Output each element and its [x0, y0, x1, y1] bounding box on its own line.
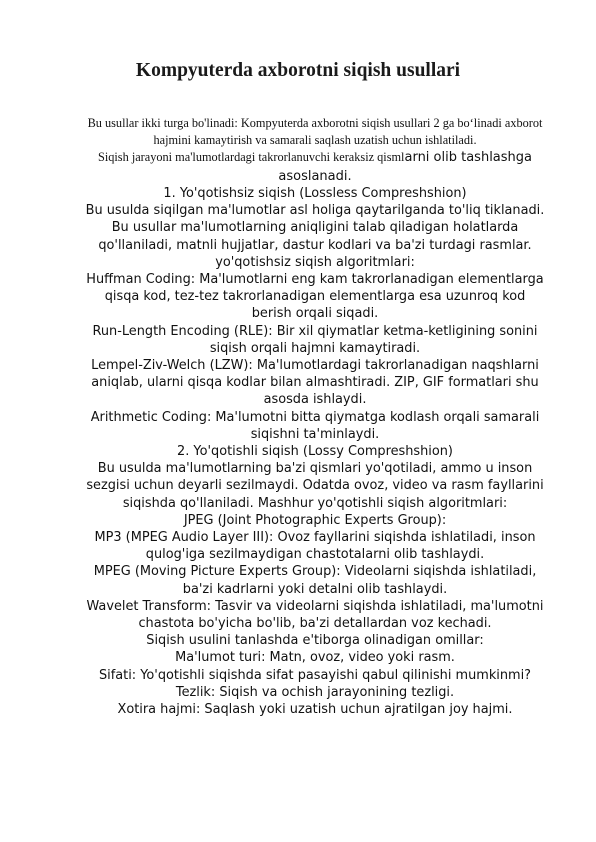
- factors-heading: Siqish usulini tanlashda e'tiborga olinadigan omillar:: [146, 633, 484, 649]
- section-heading-lossy: 2. Yo'qotishli siqish (Lossy Compreshshion): [177, 444, 453, 460]
- factor-speed: Tezlik: Siqish va ochish jarayonining tezligi.: [175, 684, 455, 700]
- factor-memory: Xotira hajmi: Saqlash yoki uzatish uchun ajratilgan joy hajmi.: [117, 702, 513, 718]
- intro-paragraph: Bu usullar ikki turga bo'linadi: Kompyuterda axborotni siqish usullari 2 ga bo‘linadi axborot hajmini kamaytirish va samarali saqlash uzatish uchun ishlatiladi.: [87, 116, 543, 147]
- factor-data-type: Ma'lumot turi: Matn, ovoz, video yoki rasm.: [175, 650, 455, 666]
- jpeg-item: JPEG (Joint Photographic Experts Group):: [183, 512, 447, 528]
- lossy-description: Bu usulda ma'lumotlarning ba'zi qismlari yo'qotiladi, ammo u inson sezgisi uchun deyarli sezilmaydi. Odatda ovoz, video va rasm fayllarini siqishda qo'llaniladi. Mashhur yo'qotishli siqish algoritmlari:: [86, 461, 544, 511]
- document-body: [84, 115, 546, 718]
- huffman-coding-item: Huffman Coding: Ma'lumotlarni eng kam takrorlanadigan elementlarga qisqa kod, tez-tez takrorlanadigan elementlarga esa uzunroq kod berish orqali siqadi.: [86, 272, 544, 322]
- mpeg-item: MPEG (Moving Picture Experts Group): Videolarni siqishda ishlatiladi, ba'zi kadrlarni yoki detalni olib tashlaydi.: [93, 564, 537, 597]
- document-title: Kompyuterda axborotni siqish usullari: [135, 60, 461, 81]
- wavelet-item: Wavelet Transform: Tasvir va videolarni siqishda ishlatiladi, ma'lumotni chastota bo'yicha bo'lib, ba'zi detallardan voz kechadi.: [86, 598, 544, 632]
- intro-line-serif-part: Siqish jarayoni ma'lumotlardagi takrorlanuvchi keraksiz qisml: [97, 150, 405, 164]
- lzw-item: Lempel-Ziv-Welch (LZW): Ma'lumotlardagi takrorlanadigan naqshlarni aniqlab, ularni qisqa kodlar bilan almashtiradi. ZIP, GIF formatlari shu asosda ishlaydi.: [91, 358, 539, 408]
- intro-line: [84, 148, 546, 185]
- arithmetic-coding-item: Arithmetic Coding: Ma'lumotni bitta qiymatga kodlash orqali samarali siqishni ta'minlaydi.: [90, 409, 540, 442]
- mp3-item: MP3 (MPEG Audio Layer III): Ovoz fayllarini siqishda ishlatiladi, inson qulog'iga sezilmaydigan chastotalarni olib tashlaydi.: [94, 530, 536, 563]
- factor-quality: Sifati: Yo'qotishli siqishda sifat pasayishi qabul qilinishi mumkinmi?: [98, 667, 532, 683]
- intro-line-sans-part: arni olib tashlashga asoslanadi.: [278, 150, 532, 184]
- rle-item: Run-Length Encoding (RLE): Bir xil qiymatlar ketma-ketligining sonini siqish orqali hajmni kamaytiradi.: [92, 323, 538, 356]
- lossless-description: Bu usulda siqilgan ma'lumotlar asl holiga qaytarilganda to'liq tiklanadi. Bu usullar ma'lumotlarning aniqligini talab qiladigan holatlarda qo'llaniladi, matnli hujjatlar, dastur kodlari va ba'zi turdagi rasmlar. yo'qotishsiz siqish algoritmlari:: [85, 203, 545, 270]
- section-heading-lossless: 1. Yo'qotishsiz siqish (Lossless Compreshshion): [163, 186, 467, 201]
